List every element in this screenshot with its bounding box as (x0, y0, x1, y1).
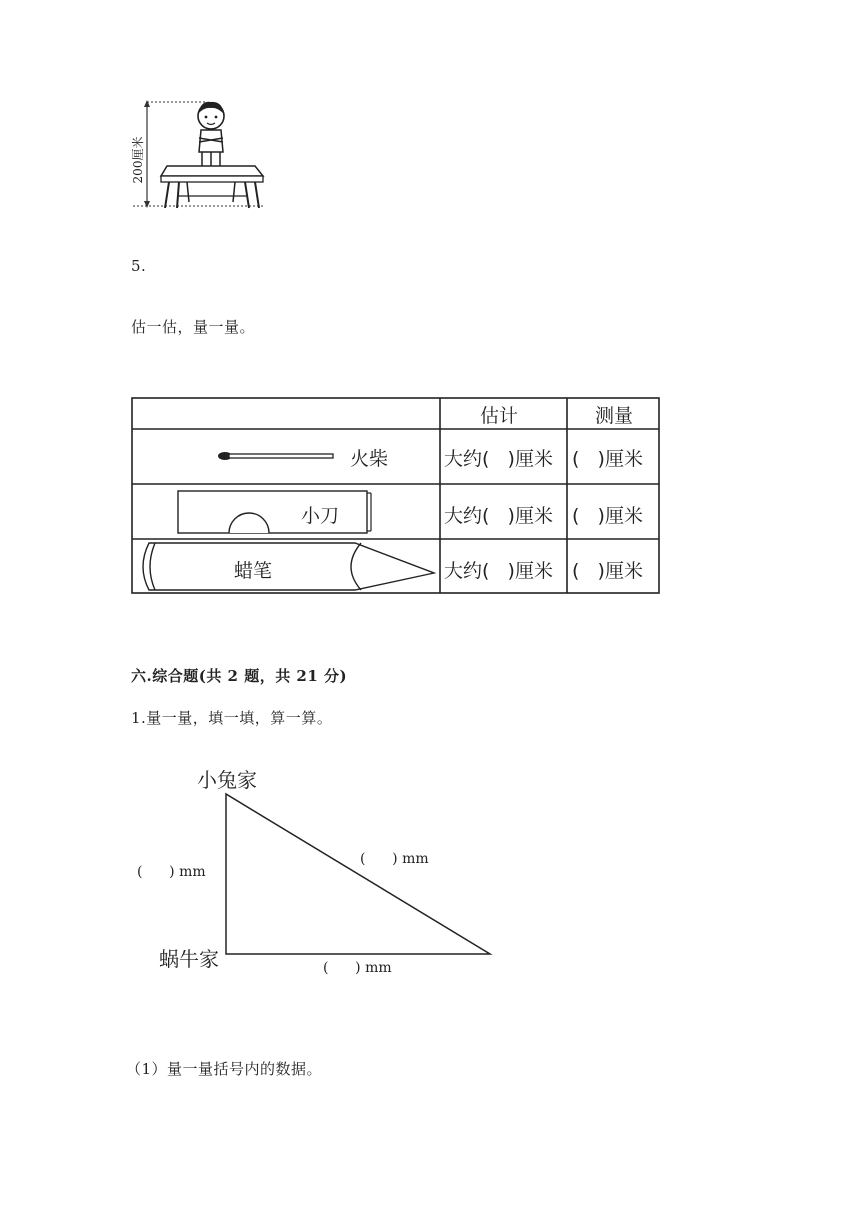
header-estimate: 估计 (480, 405, 519, 427)
row-item-label: 蜡笔 (234, 560, 273, 582)
height-label: 200厘米 (131, 136, 145, 184)
triangle-diagram (220, 790, 500, 960)
knife-icon (178, 491, 371, 533)
row-estimate: 大约( )厘米 (444, 505, 553, 527)
question-number: 5. (131, 257, 147, 275)
sub-question: （1）量一量括号内的数据。 (126, 1060, 323, 1078)
bottom-side-blank: ( ) mm (323, 960, 392, 976)
row-measure: ( )厘米 (572, 448, 643, 470)
row-item-label: 火柴 (350, 448, 389, 470)
question-text: 1.量一量，填一填，算一算。 (131, 709, 333, 727)
header-measure: 测量 (595, 405, 634, 427)
question-instruction: 估一估，量一量。 (131, 318, 256, 336)
row-estimate: 大约( )厘米 (444, 448, 553, 470)
row-item-label: 小刀 (301, 505, 340, 527)
row-measure: ( )厘米 (572, 505, 643, 527)
estimate-measure-table (131, 397, 661, 595)
row-estimate: 大约( )厘米 (444, 560, 553, 582)
bottom-vertex-label: 蜗牛家 (159, 947, 219, 971)
section-title: 六.综合题(共 2 题，共 21 分) (131, 667, 348, 685)
left-side-blank: ( ) mm (137, 864, 206, 880)
row-measure: ( )厘米 (572, 560, 643, 582)
top-vertex-label: 小兔家 (197, 768, 257, 792)
hypotenuse-blank: ( ) mm (360, 851, 429, 867)
